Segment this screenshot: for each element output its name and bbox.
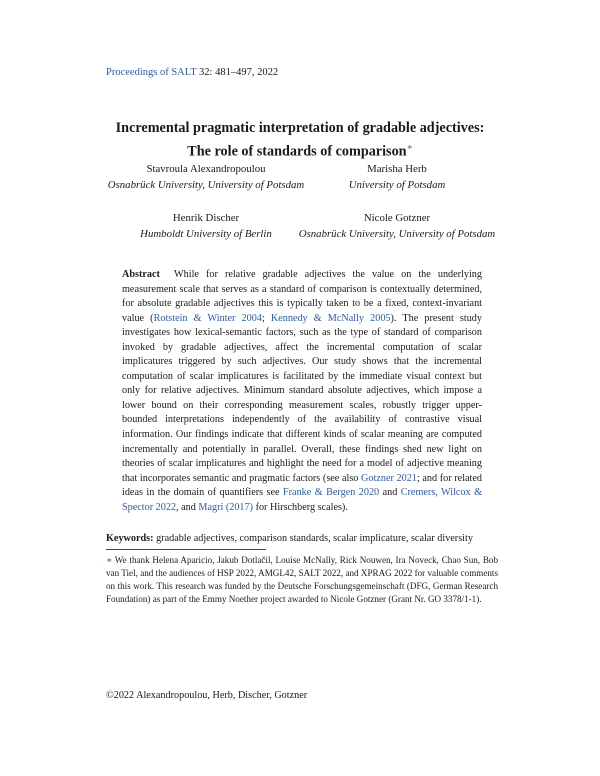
author-block [297,211,497,242]
footnote-divider [106,549,266,550]
journal-header [106,67,278,78]
author-affiliation: Osnabrück University, University of Potsdam [298,227,496,240]
abstract-text: ; [261,312,271,324]
abstract-text: and [379,487,401,499]
footnote-text: We thank Helena Aparicio, Jakub Dotlačil, Louise McNally, Rick Nouwen, Ira Noveck, Chao Sun, Bob van Tiel, and the audiences of HSP 2022, AMGL42, SALT 2022, and XPRAG 2022 for valuable comments on this work. This research was funded by the Deutsche Forschungsgemeinschaft (DFG, German Research Foundation) as part of the Emmy Noether project awarded to Nicole Gotzner (Grant Nr. GO 3378/1-1). [106,555,498,604]
keywords-text: gradable adjectives, comparison standards, scalar implicature, scalar diversity [153,533,473,544]
author-affiliation: University of Potsdam [348,178,446,191]
abstract-text: ). The present study investigates how lexical-semantic factors, such as the type of standard of comparison invoked by gradable adjectives, affect the incremental computation of scalar implicatures triggered by such adjectives. Our study shows that the incremental computation of scalar implicatures is facilitated by the immediate visual context but only for relative adjectives. Minimum standard absolute adjectives, which impose a lower bound on their corresponding measurement scales, robustly trigger upper-bounded interpretations independently of the availability of contrastive visual information. Our findings indicate that different kinds of scalar meaning are computed incrementally and potentially in parallel. Overall, these findings shed new light on theories of scalar implicatures and highlight the need for a model of adjective meaning that incorporates semantic and pragmatic factors (see also [122,312,482,484]
title-footnote-mark[interactable]: ∗ [406,142,413,152]
keywords-label: Keywords: [106,533,154,544]
title-line-1: Incremental pragmatic interpretation of gradable adjectives: [115,120,485,136]
abstract-text: ; and for related ideas in the domain of quantifiers see [122,472,482,499]
copyright: ©2022 Alexandropoulou, Herb, Discher, Gotzner [106,690,308,701]
author-affiliation: Osnabrück University, University of Potsdam [107,178,305,191]
author-block [106,211,306,242]
citation-link[interactable]: Rotstein & Winter 2004 [153,312,262,324]
author-name: Henrik Discher [172,212,240,224]
citation-link[interactable]: Franke & Bergen 2020 [283,487,380,499]
keywords [106,533,506,544]
citation-link[interactable]: Magri (2017) [198,501,254,513]
author-name: Nicole Gotzner [363,212,431,224]
journal-link[interactable]: Proceedings of SALT [106,67,197,78]
paper-title [60,119,540,162]
author-name: Stavroula Alexandropoulou [146,163,266,175]
footnote-mark[interactable]: ∗ [106,555,113,565]
author-block [297,162,497,193]
abstract-text: While for relative gradable adjectives the value on the underlying measurement scale that serves as a standard of comparison is contextually determined, for absolute gradable adjectives this is typically taken to be a fixed, context-invariant value ( [122,269,482,324]
citation-link[interactable]: Cremers, Wilcox & Spector 2022 [122,487,482,513]
abstract-label: Abstract [122,269,160,280]
author-name: Marisha Herb [367,163,427,175]
volume-pages: 32: 481–497, 2022 [196,67,279,78]
footnote [106,554,498,606]
author-affiliation: Humboldt University of Berlin [140,227,272,240]
abstract-text: for Hirschberg scales). [253,501,348,513]
title-line-2: The role of standards of comparison [187,143,407,160]
abstract-text: , and [176,501,199,513]
citation-link[interactable]: Kennedy & McNally 2005 [270,312,391,324]
author-block [106,162,306,193]
abstract [122,268,482,515]
citation-link[interactable]: Gotzner 2021 [361,472,417,484]
